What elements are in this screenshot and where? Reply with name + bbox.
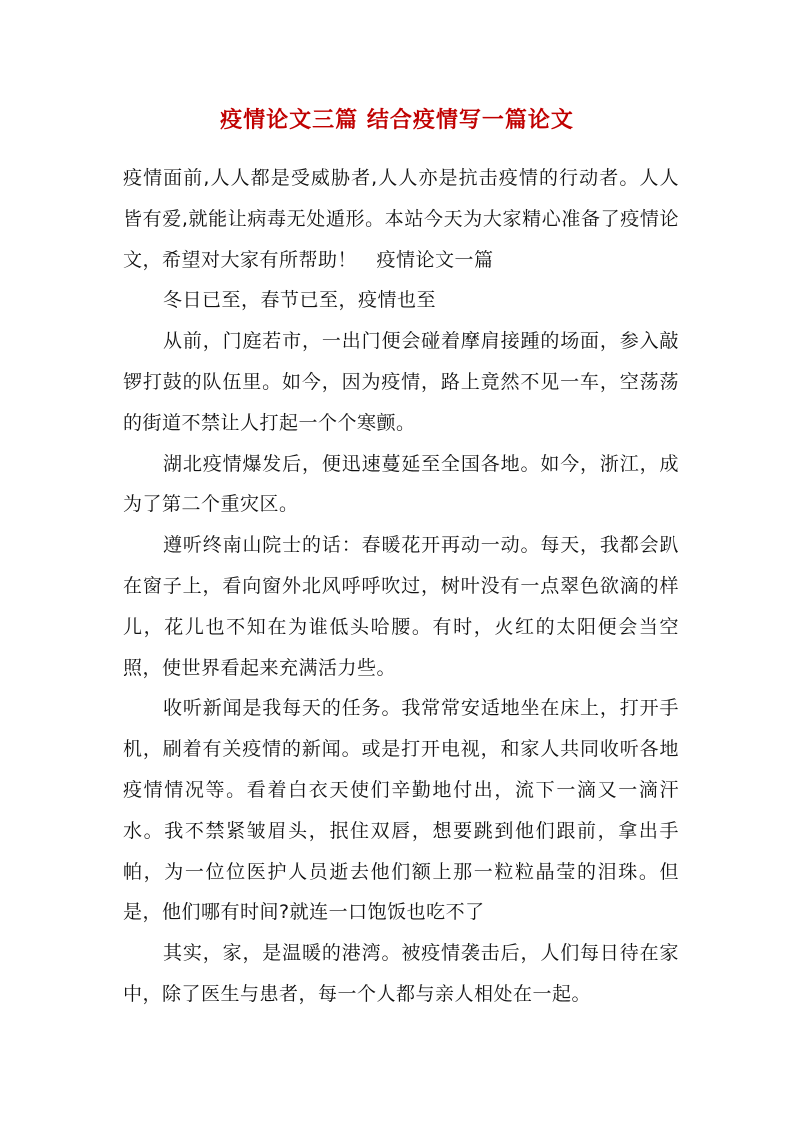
document-title: 疫情论文三篇 结合疫情写一篇论文 (220, 107, 574, 133)
document-body (123, 158, 679, 1015)
paragraph: 收听新闻是我每天的任务。我常常安适地坐在床上，打开手机，刷着有关疫情的新闻。或是打开电视，和家人共同收听各地疫情情况等。看着白衣天使们辛勤地付出，流下一滴又一滴汗水。我不禁紧皱眉头，抿住双唇，想要跳到他们跟前，拿出手帕，为一位位医护人员逝去他们额上那一粒粒晶莹的泪珠。但是，他们哪有时间?就连一口饱饭也吃不了 (123, 697, 679, 924)
paragraph: 从前，门庭若市，一出门便会碰着摩肩接踵的场面，参入敲锣打鼓的队伍里。如今，因为疫情，路上竟然不见一车，空荡荡的街道不禁让人打起一个个寒颤。 (123, 330, 679, 434)
paragraph-subheading: 冬日已至，春节已至，疫情也至 (163, 289, 437, 312)
paragraph-intro: 疫情面前,人人都是受威胁者,人人亦是抗击疫情的行动者。人人皆有爱,就能让病毒无处遁形。本站今天为大家精心准备了疫情论文，希望对大家有所帮助！ 疫情论文一篇 (123, 167, 679, 271)
paragraph: 湖北疫情爆发后，便迅速蔓延至全国各地。如今，浙江，成为了第二个重灾区。 (123, 452, 679, 516)
paragraph: 其实，家，是温暖的港湾。被疫情袭击后，人们每日待在家中，除了医生与患者，每一个人都与亲人相处在一起。 (123, 942, 679, 1005)
paragraph: 遵听终南山院士的话：春暖花开再动一动。每天，我都会趴在窗子上，看向窗外北风呼呼吹过，树叶没有一点翠色欲滴的样儿，花儿也不知在为谁低头哈腰。有时，火红的太阳便会当空照，使世界看起来充满活力些。 (123, 534, 679, 679)
